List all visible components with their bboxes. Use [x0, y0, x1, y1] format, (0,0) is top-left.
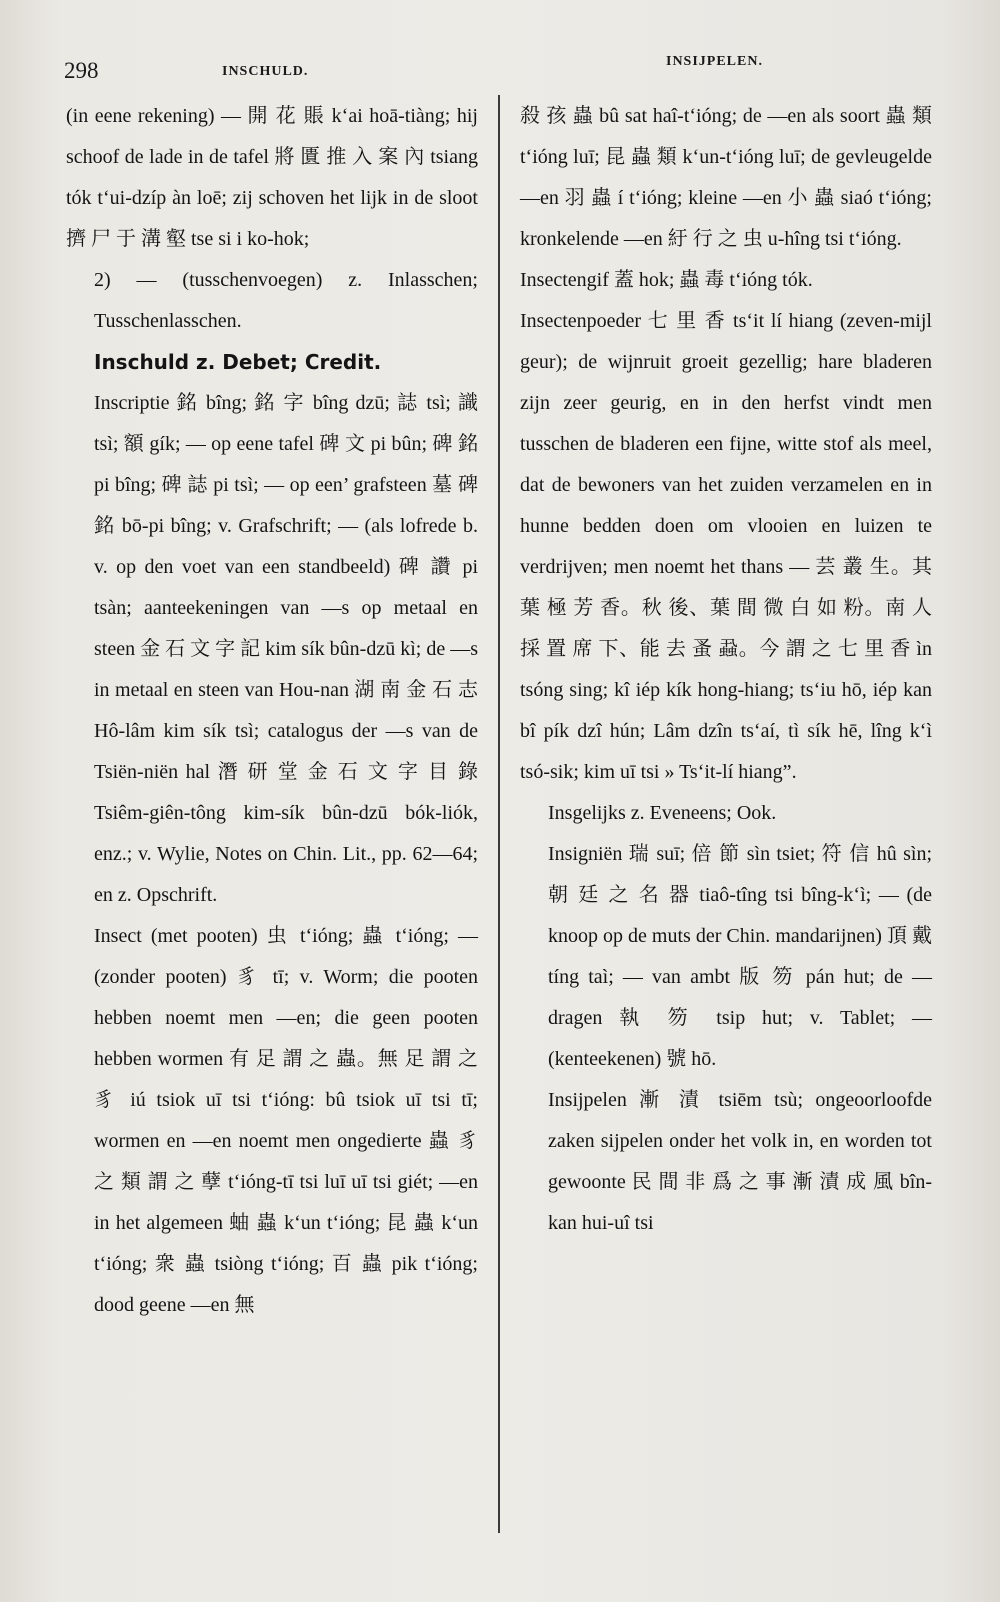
right-running-head: INSIJPELEN.: [666, 54, 763, 69]
right-column: [520, 96, 932, 1244]
left-column: [66, 96, 478, 1326]
entry-insectenpoeder: Insectenpoeder 七 里 香 ts‘it lí hiang (zeven-mijl geur); de wijnruit groeit gezellig; hare bladeren zijn zeer geurig, en in den herfst vindt men tusschen de bladeren een fijne, witte stof als meel, dat de bewoners van het zuiden verzamelen en in hunne bedden doen om vlooien en luizen te verdrijven; men noemt het thans — 芸 叢 生。其 葉 極 芳 香。秋 後、葉 間 微 白 如 粉。南 人 採 置 席 下、能 去 蚤 蝨。今 謂 之 七 里 香 ìn tsóng sing; kî iép kík hong-hiang; ts‘iu hō, iép kan bî pík dzî hún; Lâm dzîn ts‘aí, tì sík hē, lîng k‘ì tsó-sik; kim uī tsi » Ts‘it-lí hiang”.: [520, 310, 932, 783]
entry-continuation-right: 殺 孩 蟲 bû sat haî-t‘ióng; de —en als soort 蟲 類 t‘ióng luī; 昆 蟲 類 k‘un-t‘ióng luī; de gevleugelde —en 羽 蟲 í t‘ióng; kleine —en 小 蟲 siaó t‘ióng; kronkelende —en 紆 行 之 虫 u-hîng tsi t‘ióng.: [520, 105, 932, 250]
column-divider: [498, 95, 500, 1533]
left-running-head: INSCHULD.: [222, 64, 309, 79]
entry-insect: Insect (met pooten) 虫 t‘ióng; 蟲 t‘ióng; — (zonder pooten) 豸 tī; v. Worm; die pooten hebben noemt men —en; die geen pooten hebben wormen 有 足 謂 之 蟲。無 足 謂 之 豸 iú tsiok uī tsi t‘ióng: bû tsiok uī tsi tī; wormen en —en noemt men ongedierte 蟲 豸 之 類 謂 之 孽 t‘ióng-tī tsi luī uī tsi giét; —en in het algemeen 蚰 蟲 k‘un t‘ióng; 昆 蟲 k‘un t‘ióng; 衆 蟲 tsiòng t‘ióng; 百 蟲 pik t‘ióng; dood geene —en 無: [94, 925, 478, 1316]
page-number: 298: [64, 58, 99, 83]
entry-insijpelen: Insijpelen 漸 漬 tsiēm tsù; ongeoorloofde zaken sijpelen onder het volk in, en worden tot gewoonte 民 間 非 爲 之 事 漸 漬 成 風 bîn-kan hui-uî tsi: [548, 1089, 932, 1234]
entry-insgelijks: Insgelijks z. Eveneens; Ook.: [548, 802, 777, 824]
entry-insignien: Insigniën 瑞 suī; 倍 節 sìn tsiet; 符 信 hû sìn; 朝 廷 之 名 器 tiaô-tîng tsi bîng-k‘ì; — (de knoop op de muts der Chin. mandarijnen) 頂 戴 tíng taì; — van ambt 版 笏 pán hut; de — dragen 執 笏 tsip hut; v. Tablet; — (kenteekenen) 號 hō.: [548, 843, 932, 1070]
entry-inscriptie: Inscriptie 銘 bîng; 銘 字 bîng dzū; 誌 tsì; 識 tsì; 額 gík; — op eene tafel 碑 文 pi bûn; 碑 銘 pi bîng; 碑 誌 pi tsì; — op een’ grafsteen 墓 碑 銘 bō-pi bîng; v. Grafschrift; — (als lofrede b. v. op den voet van een standbeeld) 碑 讚 pi tsàn; aanteekeningen van —s op metaal en steen 金 石 文 字 記 kim sík bûn-dzū kì; de —s in metaal en steen van Hou-nan 湖 南 金 石 志 Hô-lâm kim sík tsì; catalogus der —s van de Tsiën-niën hal 潛 研 堂 金 石 文 字 目 錄 Tsiêm-giên-tông kim-sík bûn-dzū bók-liók, enz.; v. Wylie, Notes on Chin. Lit., pp. 62—64; en z. Opschrift.: [94, 392, 478, 906]
entry-inschuld: Inschuld z. Debet; Credit.: [94, 350, 382, 374]
entry-insectengif: Insectengif 蓋 hok; 蟲 毒 t‘ióng tók.: [520, 269, 813, 291]
entry-continuation: (in eene rekening) — 開 花 賬 k‘ai hoā-tiàng; hij schoof de lade in de tafel 將 匱 推 入 案 內 tsiang tók t‘ui-dzíp àn loē; zij schoven het lijk in de sloot 擠 尸 于 溝 壑 tse si i ko-hok;: [66, 105, 478, 250]
entry-sense: 2) — (tusschenvoegen) z. Inlasschen; Tusschenlasschen.: [94, 269, 478, 332]
